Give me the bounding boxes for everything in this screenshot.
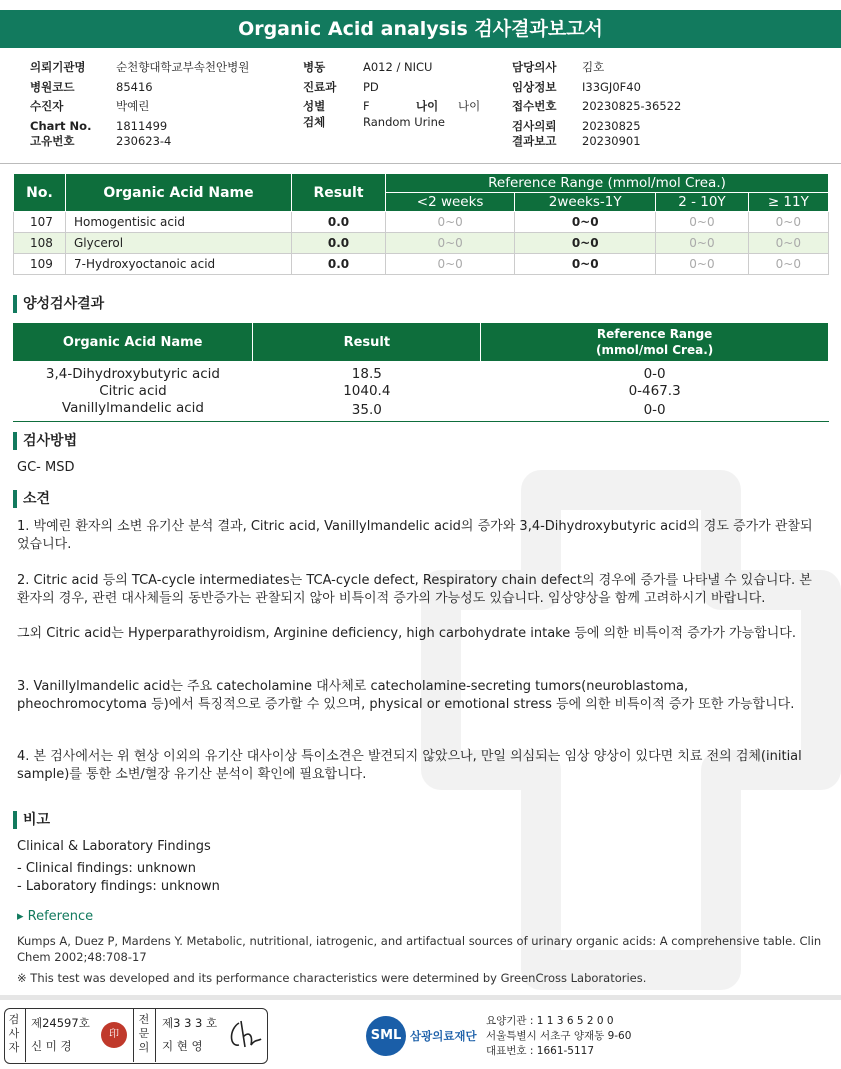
row-ref: 0~0 <box>748 212 828 233</box>
row-result: 0.0 <box>292 233 386 254</box>
row-ref: 0~0 <box>386 254 515 275</box>
company-info <box>486 1014 631 1059</box>
row-ref: 0~0 <box>515 233 656 254</box>
divider <box>155 1009 156 1062</box>
info-label: 병동 <box>303 60 326 74</box>
info-value: 박예린 <box>116 99 150 113</box>
reference-note: ※ This test was developed and its performance characteristics were determined by GreenCross Laboratories. <box>17 971 647 985</box>
col-header-range: 2weeks-1Y <box>515 193 656 212</box>
info-label: 임상정보 <box>512 79 557 94</box>
row-name: Homogentisic acid <box>66 212 292 233</box>
remarks-line1: Clinical & Laboratory Findings <box>17 839 211 854</box>
table-row <box>14 254 829 275</box>
info-value: 20230825 <box>582 118 641 133</box>
row-ref: 0~0 <box>386 212 515 233</box>
report-title: Organic Acid analysis 검사결과보고서 <box>0 10 841 48</box>
info-label: 성별 <box>303 99 326 113</box>
remarks-heading: 비고 <box>13 811 50 829</box>
signature-box <box>4 1008 268 1064</box>
pos-ref: 0-0 <box>481 400 829 422</box>
examiner-label: 검사자 <box>8 1013 20 1054</box>
age-label: 나이 <box>416 99 439 113</box>
info-label: 고유번호 <box>30 134 75 148</box>
finding-4: 4. 본 검사에서는 위 현상 이외의 유기산 대사이상 특이소견은 발견되지 않았으나, 만일 의심되는 임상 양상이 있다면 치료 전의 검체(initial sample)를 통한 소변/혈장 유기산 분석이 확인에 필요합니다. <box>17 749 802 782</box>
row-ref: 0~0 <box>515 212 656 233</box>
age-field <box>416 97 480 117</box>
info-value: F <box>363 99 370 113</box>
reference-heading: ▸ Reference <box>17 909 94 924</box>
row-name: 7-Hydroxyoctanoic acid <box>66 254 292 275</box>
method-heading: 검사방법 <box>13 432 77 450</box>
positive-heading: 양성검사결과 <box>13 295 104 313</box>
ref-header-line1: Reference Range <box>596 327 713 341</box>
row-ref: 0~0 <box>656 212 749 233</box>
company-address: 서울특별시 서초구 양재동 9-60 <box>486 1030 632 1042</box>
row-result: 0.0 <box>292 212 386 233</box>
signature-icon <box>225 1017 263 1053</box>
table-row <box>13 383 829 400</box>
info-value: 20230825-36522 <box>582 99 682 113</box>
specialist-number: 제3 3 3 호 <box>162 1016 218 1030</box>
table-row <box>13 361 829 383</box>
results-table <box>13 173 829 275</box>
info-label: 병원코드 <box>30 79 75 94</box>
pos-result: 1040.4 <box>343 383 391 399</box>
finding-2b: 그외 Citric acid는 Hyperparathyroidism, Arginine deficiency, high carbohydrate intake 등에 의한 비특이적 증가가 가능합니다. <box>17 626 796 641</box>
info-value: 1811499 <box>116 118 168 133</box>
footer <box>0 995 841 1069</box>
info-label: 접수번호 <box>512 99 557 113</box>
info-value: I33GJ0F40 <box>582 79 641 94</box>
info-value: 김호 <box>582 60 605 74</box>
finding-2: 2. Citric acid 등의 TCA-cycle intermediates는 TCA-cycle defect, Respiratory chain defect의 경우에 증가를 나타낼 수 있습니다. 본 환자의 경우, 관련 대사체들의 동반증가는 관찰되지 않아 비특이적 증가의 가능성도 있습니다. 임상양상을 함께 고려하시기 바랍니다. <box>17 573 812 606</box>
row-ref: 0~0 <box>386 233 515 254</box>
info-label: 의뢰기관명 <box>30 60 86 74</box>
col-header-range: <2 weeks <box>386 193 515 212</box>
col-header-name: Organic Acid Name <box>66 174 292 212</box>
examiner-number: 제24597호 <box>31 1016 90 1030</box>
ref-header-line2: (mmol/mol Crea.) <box>595 343 714 357</box>
table-row <box>14 233 829 254</box>
col-header-reference <box>481 323 829 361</box>
row-ref: 0~0 <box>748 254 828 275</box>
row-ref: 0~0 <box>656 254 749 275</box>
info-value: 85416 <box>116 79 153 94</box>
row-ref: 0~0 <box>748 233 828 254</box>
finding-1: 1. 박예린 환자의 소변 유기산 분석 결과, Citric acid, Vanillylmandelic acid의 증가와 3,4-Dihydroxybutyric acid의 경도 증가가 관찰되었습니다. <box>17 519 813 552</box>
col-header-result: Result <box>253 323 481 361</box>
company-name: 삼광의료재단 <box>410 1029 477 1043</box>
specialist-label: 전문의 <box>138 1013 150 1054</box>
pos-result: 18.5 <box>351 366 382 382</box>
info-column-2 <box>303 58 458 132</box>
info-label: 결과보고 <box>512 134 557 148</box>
info-value: 순천향대학교부속천안병원 <box>116 60 250 74</box>
findings-heading: 소견 <box>13 490 50 508</box>
pos-name: Citric acid <box>99 383 167 399</box>
col-header-range: ≥ 11Y <box>748 193 828 212</box>
age-value: 나이 <box>458 99 481 113</box>
info-label: 담당의사 <box>512 60 557 74</box>
info-value: PD <box>363 79 379 94</box>
pos-ref: 0-467.3 <box>628 383 681 399</box>
info-label: Chart No. <box>30 118 92 133</box>
sml-logo-icon: SML <box>366 1016 406 1056</box>
info-label: 검사의뢰 <box>512 118 557 133</box>
row-no: 107 <box>14 212 66 233</box>
row-ref: 0~0 <box>515 254 656 275</box>
info-column-3 <box>512 58 681 152</box>
table-row <box>13 400 829 422</box>
row-no: 108 <box>14 233 66 254</box>
info-column-1 <box>30 58 249 152</box>
col-header-name: Organic Acid Name <box>13 323 253 361</box>
reference-citation: Kumps A, Duez P, Mardens Y. Metabolic, nutritional, iatrogenic, and artifactual sources of urinary organic acids: A comprehensive table. Clin Chem 2002;48:708-17 <box>17 934 822 964</box>
seal-stamp-icon: 印 <box>101 1022 127 1048</box>
info-label: 검체 <box>303 114 326 129</box>
remarks-line3: - Laboratory findings: unknown <box>17 879 220 894</box>
info-label: 수진자 <box>30 99 64 113</box>
info-value: A012 / NICU <box>363 60 433 74</box>
col-header-reference: Reference Range (mmol/mol Crea.) <box>386 174 829 193</box>
finding-3: 3. Vanillylmandelic acid는 주요 catecholamine 대사체로 catecholamine-secreting tumors(neuroblastoma, pheochromocytoma 등)에서 특징적으로 증가할 수 있으며, physical or emotional stress 등에 의한 비특이적 증가 또한 가능합니다. <box>17 679 795 712</box>
method-text: GC- MSD <box>17 460 75 475</box>
examiner-name: 신 미 경 <box>31 1039 72 1053</box>
info-label: 진료과 <box>303 79 337 94</box>
col-header-no: No. <box>14 174 66 212</box>
info-value: Random Urine <box>363 114 445 129</box>
institution-code: 요양기관 : 1 1 3 6 5 2 0 0 <box>486 1015 614 1027</box>
pos-name: 3,4-Dihydroxybutyric acid <box>45 366 220 382</box>
row-no: 109 <box>14 254 66 275</box>
row-result: 0.0 <box>292 254 386 275</box>
remarks-line2: - Clinical findings: unknown <box>17 861 196 876</box>
table-row <box>14 212 829 233</box>
info-value: 20230901 <box>582 134 641 148</box>
pos-ref: 0-0 <box>643 366 666 382</box>
pos-result: 35.0 <box>253 400 481 422</box>
col-header-range: 2 - 10Y <box>656 193 749 212</box>
info-value: 230623-4 <box>116 134 172 148</box>
company-phone: 대표번호 : 1661-5117 <box>486 1045 595 1057</box>
pos-name: Vanillylmandelic acid <box>13 400 253 422</box>
row-ref: 0~0 <box>656 233 749 254</box>
specialist-name: 지 현 영 <box>162 1039 203 1053</box>
divider <box>133 1009 134 1062</box>
row-name: Glycerol <box>66 233 292 254</box>
col-header-result: Result <box>292 174 386 212</box>
divider <box>25 1009 26 1062</box>
positive-table <box>13 323 829 422</box>
divider <box>0 163 841 164</box>
